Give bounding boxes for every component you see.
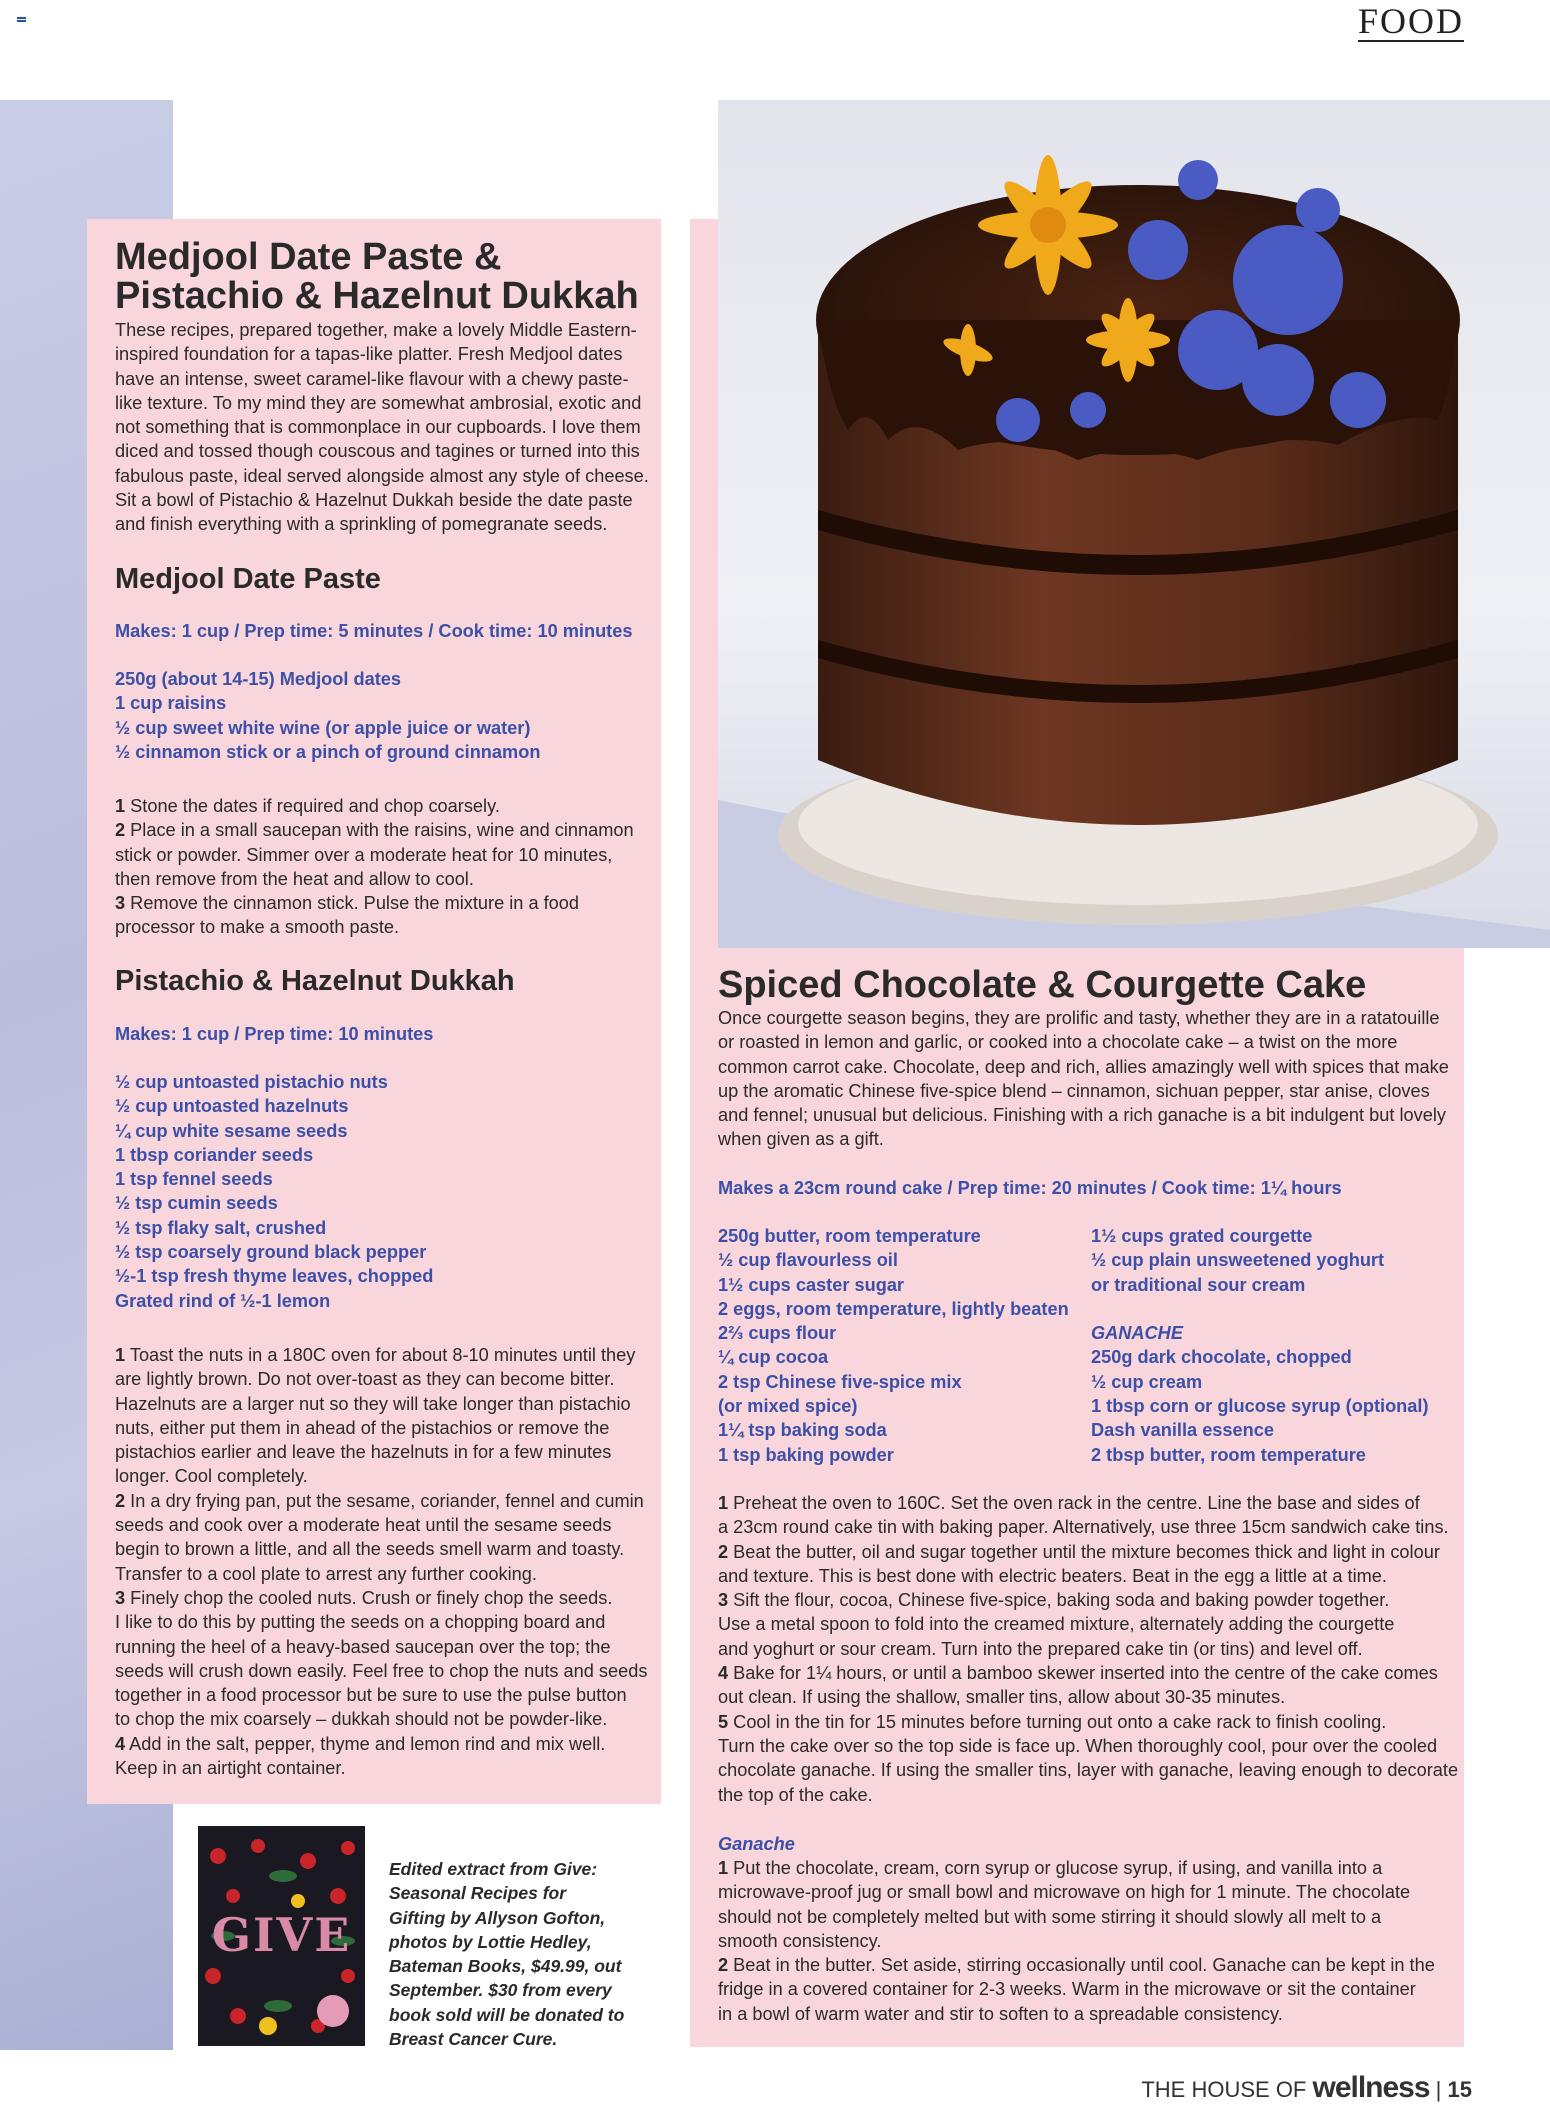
method-step: 5 Cool in the tin for 15 minutes before turning out onto a cake rack to finish cooling. Turn the cake over so the top side is face up. When thoroughly cool, pour over the cooled chocolate ganache. If using the smaller tins, layer with ganache, leaving enough to decorate the top of the cake. — [718, 1711, 1459, 1805]
dukkah-ingredients — [115, 1070, 433, 1313]
method-step: 1 Put the chocolate, cream, corn syrup or glucose syrup, if using, and vanilla into a microwave-proof jug or small bowl and microwave on high for 1 minute. The chocolate should not be completely melted but with some stirring it should slowly all melt to a smooth consistency. — [718, 1858, 1411, 1951]
ingredient: ½-1 tsp fresh thyme leaves, chopped — [115, 1266, 434, 1287]
ingredient: 1 tsp baking powder — [718, 1444, 894, 1465]
method-step: 1 Toast the nuts in a 180C oven for about 8-10 minutes until they are lightly brown. Do not over-toast as they can become bitter. Hazelnuts are a larger nut so they will take longer than pistachio nuts, either put them in ahead of the pistachios or remove the pistachios earlier and leave the hazelnuts in for a few minutes longer. Cool completely. — [115, 1345, 636, 1487]
method-step: 3 Sift the flour, cocoa, Chinese five-spice, baking soda and baking powder together. Use a metal spoon to fold into the creamed mixture, alternately adding the courgette and yoghurt or sour cream. Turn into the prepared cake tin (or tins) and level off. — [718, 1590, 1395, 1659]
method-step: 3 Finely chop the cooled nuts. Crush or finely chop the seeds. I like to do this by putting the seeds on a chopping board and running the heel of a heavy-based saucepan over the top; the seeds will crush down easily. Feel free to chop the nuts and seeds together in a food processor but be sure to use the pulse button to chop the mix coarsely – dukkah should not be powder-like. — [115, 1587, 648, 1730]
ingredient: or traditional sour cream — [1091, 1274, 1306, 1295]
book-cover-title: GIVE — [211, 1908, 352, 1962]
ingredient: 2 tbsp butter, room temperature — [1091, 1444, 1366, 1465]
ingredient: ½ cinnamon stick or a pinch of ground cinnamon — [115, 741, 541, 762]
ingredient: 2 eggs, room temperature, lightly beaten — [718, 1298, 1069, 1319]
ingredient: (or mixed spice) — [718, 1396, 858, 1417]
ingredient: ½ cup untoasted hazelnuts — [115, 1096, 349, 1117]
cake-ingredients-col1 — [718, 1224, 1069, 1467]
ingredient: ½ tsp flaky salt, crushed — [115, 1217, 327, 1238]
ingredient: 1½ cups grated courgette — [1091, 1226, 1313, 1246]
ingredient: 1 cup raisins — [115, 693, 227, 714]
ingredient: 250g (about 14-15) Medjool dates — [115, 669, 402, 689]
ingredient: 1 tbsp corn or glucose syrup (optional) — [1091, 1396, 1429, 1417]
date-paste-heading: Medjool Date Paste — [115, 563, 381, 595]
ingredient: ¼ cup cocoa — [718, 1347, 829, 1368]
section-title: FOOD — [1357, 1, 1464, 41]
book-caption: Edited extract from Give: Seasonal Recipes for Gifting by Allyson Gofton, photos by Lottie Hedley, Bateman Books, $49.99, out September. $30 from every book sold will be donated to Breast Cancer Cure. — [389, 1859, 625, 2050]
method-step: 2 Place in a small saucepan with the raisins, wine and cinnamon stick or powder. Simmer over a moderate heat for 10 minutes, then remove from the heat and allow to cool. — [115, 820, 634, 889]
dukkah-method — [115, 1343, 660, 1780]
method-step: 2 Beat in the butter. Set aside, stirring occasionally until cool. Ganache can be kept in the fridge in a covered container for 2-3 weeks. Warm in the microwave or sit the container in a bowl of warm water and stir to soften to a spreadable consistency. — [718, 1955, 1435, 2024]
date-paste-makes: Makes: 1 cup / Prep time: 5 minutes / Cook time: 10 minutes — [115, 621, 633, 641]
left-intro: These recipes, prepared together, make a lovely Middle Eastern- inspired foundation for a tapas-like platter. Fresh Medjool dates have an intense, sweet caramel-like flavour with a chewy paste- like texture. To my mind they are somewhat ambrosial, exotic and not something that is commonplace in our cupboards. I love them diced and tossed though couscous and tagines or turned into this fabulous paste, ideal served alongside almost any style of cheese. Sit a bowl of Pistachio & Hazelnut Dukkah beside the date paste and finish everything with a sprinkling of pomegranate seeds. — [115, 320, 649, 535]
footer-brand-word: wellness — [1312, 2071, 1430, 2104]
cake-illustration — [718, 100, 1550, 948]
ganache-heading: Ganache — [718, 1834, 795, 1854]
ganache-method — [718, 1856, 1463, 2026]
ingredient: 1 tsp fennel seeds — [115, 1169, 273, 1190]
ingredient: ½ cup cream — [1091, 1371, 1203, 1392]
menu-icon[interactable] — [17, 17, 26, 26]
date-paste-method — [115, 794, 660, 940]
dukkah-makes: Makes: 1 cup / Prep time: 10 minutes — [115, 1024, 434, 1044]
ingredient: Dash vanilla essence — [1091, 1420, 1274, 1441]
ingredient: 1½ cups caster sugar — [718, 1274, 905, 1295]
method-step: 4 Add in the salt, pepper, thyme and lemon rind and mix well. Keep in an airtight container. — [115, 1733, 606, 1779]
cake-makes: Makes a 23cm round cake / Prep time: 20 minutes / Cook time: 1¼ hours — [718, 1178, 1342, 1198]
dukkah-heading: Pistachio & Hazelnut Dukkah — [115, 965, 515, 997]
cake-ingredients-col2 — [1091, 1224, 1429, 1467]
left-title: Medjool Date Paste & Pistachio & Hazelnut Dukkah — [115, 236, 639, 317]
book-cover — [198, 1826, 365, 2046]
page-number: 15 — [1447, 2077, 1472, 2102]
ingredient: ½ cup plain unsweetened yoghurt — [1091, 1250, 1385, 1271]
page-footer — [1141, 2071, 1472, 2105]
ingredient: 250g dark chocolate, chopped — [1091, 1347, 1352, 1368]
method-step: 2 In a dry frying pan, put the sesame, coriander, fennel and cumin seeds and cook over a moderate heat until the sesame seeds begin to brown a little, and all the seeds smell warm and toasty. Transfer to a cool plate to arrest any further cooking. — [115, 1490, 644, 1584]
method-step: 1 Preheat the oven to 160C. Set the oven rack in the centre. Line the base and sides of a 23cm round cake tin with baking paper. Alternatively, use three 15cm sandwich cake tins. — [718, 1493, 1449, 1538]
method-step: 4 Bake for 1¼ hours, or until a bamboo skewer inserted into the centre of the cake comes out clean. If using the shallow, smaller tins, allow about 30-35 minutes. — [718, 1663, 1438, 1708]
ingredient: ½ cup sweet white wine (or apple juice or water) — [115, 717, 531, 738]
ingredient: Grated rind of ½-1 lemon — [115, 1290, 331, 1311]
cake-photo — [718, 100, 1550, 948]
footer-brand-prefix: THE HOUSE OF — [1141, 2077, 1313, 2102]
ingredient: ½ cup flavourless oil — [718, 1250, 898, 1271]
method-step: 2 Beat the butter, oil and sugar together until the mixture becomes thick and light in colour and texture. This is best done with electric beaters. Beat in the egg a little at a time. — [718, 1541, 1440, 1586]
method-step: 1 Stone the dates if required and chop coarsely. — [115, 796, 500, 816]
right-intro: Once courgette season begins, they are prolific and tasty, whether they are in a ratatouille or roasted in lemon and garlic, or cooked into a chocolate cake – a twist on the more common carrot cake. Chocolate, deep and rich, allies amazingly well with spices that make up the aromatic Chinese five-spice blend – cinnamon, sichuan pepper, star anise, cloves and fennel; unusual but delicious. Finishing with a rich ganache is a bit indulgent but lovely when given as a gift. — [718, 1008, 1449, 1150]
right-title: Spiced Chocolate & Courgette Cake — [718, 964, 1367, 1006]
date-paste-ingredients — [115, 667, 540, 764]
ingredient: ½ cup untoasted pistachio nuts — [115, 1072, 388, 1092]
ingredient: 250g butter, room temperature — [718, 1226, 981, 1246]
footer-separator: | — [1429, 2077, 1448, 2102]
ingredient: 2⅔ cups flour — [718, 1323, 837, 1344]
ingredient: 1 tbsp coriander seeds — [115, 1144, 314, 1165]
ingredient: ¼ cup white sesame seeds — [115, 1120, 348, 1141]
ingredient: 1¼ tsp baking soda — [718, 1420, 887, 1441]
ingredient: ½ tsp cumin seeds — [115, 1193, 278, 1214]
method-step: 3 Remove the cinnamon stick. Pulse the mixture in a food processor to make a smooth paste. — [115, 893, 580, 938]
ingredient: ½ tsp coarsely ground black pepper — [115, 1242, 427, 1263]
cake-method — [718, 1491, 1463, 1807]
ingredient: 2 tsp Chinese five-spice mix — [718, 1371, 962, 1392]
ganache-label: GANACHE — [1091, 1323, 1183, 1344]
